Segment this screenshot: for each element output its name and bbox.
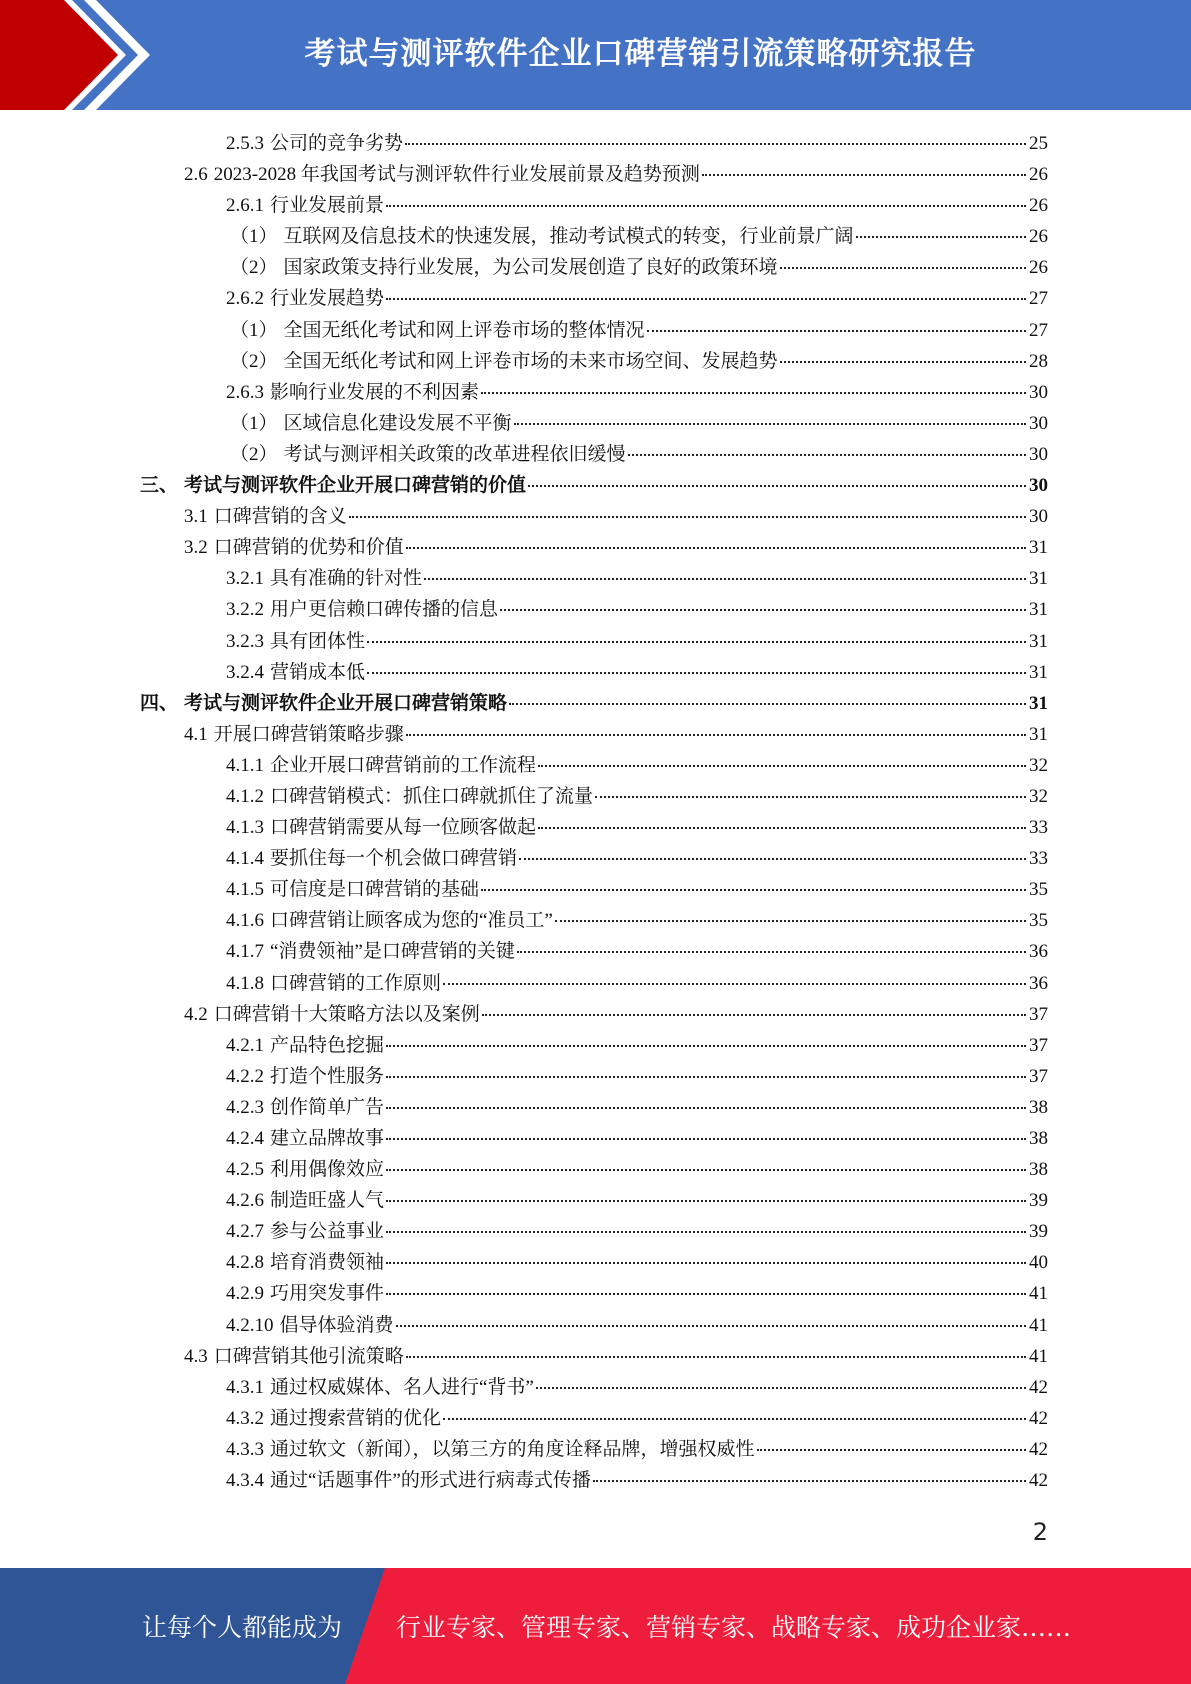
toc-entry-number: 4.1.2 xyxy=(226,785,264,807)
toc-entry-number: 4.2 xyxy=(184,1003,208,1025)
toc-entry[interactable] xyxy=(140,1278,1048,1309)
toc-entry-page: 41 xyxy=(1029,1345,1048,1367)
toc-dot-leader xyxy=(367,640,1026,643)
toc-entry-number: 4.2.8 xyxy=(226,1252,264,1274)
toc-dot-leader xyxy=(856,235,1026,238)
toc-entry-title: 具有团体性 xyxy=(270,630,366,652)
toc-entry-title: 考试与测评软件企业开展口碑营销的价值 xyxy=(184,475,527,497)
toc-entry-title: 口碑营销的优势和价值 xyxy=(213,537,404,559)
toc-entry-page: 33 xyxy=(1029,817,1048,839)
toc-entry-title: 考试与测评软件企业开展口碑营销策略 xyxy=(184,692,508,714)
toc-entry-number: 4.2.3 xyxy=(226,1096,264,1118)
toc-entry[interactable] xyxy=(140,1061,1048,1092)
toc-entry-number: 三、 xyxy=(140,475,179,497)
toc-entry[interactable] xyxy=(140,1092,1048,1123)
toc-entry-number: 4.3.3 xyxy=(226,1438,264,1460)
toc-entry-page: 42 xyxy=(1029,1407,1048,1429)
toc-entry[interactable] xyxy=(140,874,1048,905)
toc-entry[interactable] xyxy=(140,128,1048,159)
toc-entry[interactable] xyxy=(140,346,1048,377)
toc-dot-leader xyxy=(780,360,1026,363)
toc-entry-title: 营销成本低 xyxy=(270,661,366,683)
toc-entry-page: 38 xyxy=(1029,1159,1048,1181)
toc-entry-title: 全国无纸化考试和网上评卷市场的整体情况 xyxy=(283,319,645,341)
toc-entry-number: 4.3 xyxy=(184,1345,208,1367)
toc-entry[interactable] xyxy=(140,626,1048,657)
toc-dot-leader xyxy=(519,857,1026,860)
toc-entry-title: 行业发展前景 xyxy=(270,195,385,217)
toc-entry-page: 41 xyxy=(1029,1314,1048,1336)
toc-entry-number: 3.2.2 xyxy=(226,599,264,621)
toc-entry[interactable] xyxy=(140,812,1048,843)
toc-dot-leader xyxy=(780,266,1026,269)
toc-dot-leader xyxy=(509,702,1026,705)
toc-dot-leader xyxy=(386,1044,1026,1047)
toc-entry-title: 创作简单广告 xyxy=(270,1096,385,1118)
toc-entry[interactable] xyxy=(140,1465,1048,1496)
toc-entry-title: 通过软文（新闻），以第三方的角度诠释品牌，增强权威性 xyxy=(270,1438,755,1460)
toc-dot-leader xyxy=(481,391,1026,394)
toc-entry-page: 31 xyxy=(1029,599,1048,621)
toc-entry-number: 2.6.2 xyxy=(226,288,264,310)
toc-entry[interactable] xyxy=(140,1403,1048,1434)
toc-entry-page: 41 xyxy=(1029,1283,1048,1305)
toc-entry-title: 建立品牌故事 xyxy=(270,1128,385,1149)
toc-entry[interactable] xyxy=(140,594,1048,625)
toc-entry-page: 26 xyxy=(1029,164,1048,186)
toc-dot-leader xyxy=(628,453,1026,456)
toc-dot-leader xyxy=(517,950,1026,953)
toc-dot-leader xyxy=(538,826,1026,829)
toc-entry-number: 4.2.4 xyxy=(226,1128,264,1149)
toc-entry-page: 37 xyxy=(1029,1003,1048,1025)
toc-entry-title: 互联网及信息技术的快速发展，推动考试模式的转变，行业前景广阔 xyxy=(283,226,854,248)
toc-entry-title: 口碑营销十大策略方法以及案例 xyxy=(213,1003,480,1025)
toc-entry-number: 4.2.2 xyxy=(226,1065,264,1087)
toc-entry-number: 4.1.1 xyxy=(226,754,264,776)
toc-entry-title: 巧用突发事件 xyxy=(270,1283,385,1305)
toc-entry-page: 33 xyxy=(1029,848,1048,870)
toc-dot-leader xyxy=(500,608,1026,611)
toc-entry-number: 3.2.1 xyxy=(226,568,264,590)
toc-entry-title: 公司的竞争劣势 xyxy=(270,133,404,154)
toc-entry-page: 30 xyxy=(1029,381,1048,403)
toc-dot-leader xyxy=(405,142,1026,145)
toc-entry-page: 39 xyxy=(1029,1190,1048,1212)
toc-dot-leader xyxy=(386,1230,1026,1233)
toc-entry[interactable] xyxy=(140,563,1048,594)
toc-entry-page: 26 xyxy=(1029,257,1048,279)
toc-entry-page: 26 xyxy=(1029,226,1048,248)
toc-entry-page: 31 xyxy=(1029,692,1048,714)
toc-entry[interactable] xyxy=(140,377,1048,408)
toc-entry-title: 开展口碑营销策略步骤 xyxy=(213,723,404,745)
toc-entry[interactable] xyxy=(140,1341,1048,1372)
toc-entry[interactable] xyxy=(140,1216,1048,1247)
toc-entry[interactable] xyxy=(140,1154,1048,1185)
toc-entry-title: 要抓住每一个机会做口碑营销 xyxy=(270,848,518,870)
toc-entry-number: 4.2.9 xyxy=(226,1283,264,1305)
toc-entry-number: 4.1.8 xyxy=(226,972,264,994)
toc-entry-title: 参与公益事业 xyxy=(270,1221,385,1243)
toc-entry-title: 全国无纸化考试和网上评卷市场的未来市场空间、发展趋势 xyxy=(283,350,778,372)
toc-entry-number: 2.6 xyxy=(184,164,208,186)
toc-entry-page: 37 xyxy=(1029,1065,1048,1087)
toc-dot-leader xyxy=(443,982,1026,985)
toc-dot-leader xyxy=(595,795,1026,798)
toc-entry-number: 4.1.7 xyxy=(226,941,264,963)
toc-entry-page: 30 xyxy=(1029,475,1048,497)
toc-entry-number: 4.1 xyxy=(184,723,208,745)
toc-entry-page: 32 xyxy=(1029,754,1048,776)
toc-entry-page: 26 xyxy=(1029,195,1048,217)
toc-entry-number: 4.2.10 xyxy=(226,1314,274,1336)
toc-entry[interactable] xyxy=(140,750,1048,781)
toc-dot-leader xyxy=(757,1448,1026,1451)
toc-entry-title: 用户更信赖口碑传播的信息 xyxy=(270,599,499,621)
toc-entry[interactable] xyxy=(140,439,1048,470)
toc-entry[interactable] xyxy=(140,1123,1048,1154)
toc-entry-title: 影响行业发展的不利因素 xyxy=(270,381,480,403)
toc-dot-leader xyxy=(406,1355,1026,1358)
toc-dot-leader xyxy=(538,764,1026,767)
toc-entry[interactable] xyxy=(140,719,1048,750)
toc-dot-leader xyxy=(482,1013,1026,1016)
toc-entry-page: 27 xyxy=(1029,319,1048,341)
toc-entry-number: 4.2.7 xyxy=(226,1221,264,1243)
toc-entry-number: （2） xyxy=(230,443,278,465)
toc-entry-title: 口碑营销模式：抓住口碑就抓住了流量 xyxy=(270,785,594,807)
report-title: 考试与测评软件企业口碑营销引流策略研究报告 xyxy=(304,35,977,72)
toc-entry-title: 企业开展口碑营销前的工作流程 xyxy=(270,754,537,776)
toc-entry-page: 31 xyxy=(1029,723,1048,745)
toc-dot-leader xyxy=(702,173,1026,176)
toc-entry-title: 区域信息化建设发展不平衡 xyxy=(283,412,512,434)
toc-entry-page: 36 xyxy=(1029,972,1048,994)
toc-entry-number: 4.1.5 xyxy=(226,879,264,901)
toc-entry-number: 3.2.3 xyxy=(226,630,264,652)
toc-dot-leader xyxy=(406,546,1026,549)
toc-entry[interactable] xyxy=(140,688,1048,719)
toc-entry-page: 31 xyxy=(1029,537,1048,559)
toc-entry[interactable] xyxy=(140,315,1048,346)
toc-entry[interactable] xyxy=(140,221,1048,252)
toc-entry[interactable] xyxy=(140,905,1048,936)
toc-entry[interactable] xyxy=(140,252,1048,283)
toc-entry-title: 可信度是口碑营销的基础 xyxy=(270,879,480,901)
toc-entry-page: 28 xyxy=(1029,350,1048,372)
toc-entry-page: 30 xyxy=(1029,506,1048,528)
toc-entry-page: 27 xyxy=(1029,288,1048,310)
footer-band xyxy=(0,1568,1191,1684)
toc-entry-page: 38 xyxy=(1029,1128,1048,1149)
toc-entry-page: 42 xyxy=(1029,1376,1048,1398)
toc-entry-title: 具有准确的针对性 xyxy=(270,568,423,590)
toc-entry-number: 4.2.6 xyxy=(226,1190,264,1212)
toc-entry-title: 考试与测评相关政策的改革进程依旧缓慢 xyxy=(283,443,626,465)
toc-entry-number: 3.1 xyxy=(184,506,208,528)
toc-dot-leader xyxy=(386,1168,1026,1171)
toc-entry[interactable] xyxy=(140,843,1048,874)
toc-entry[interactable] xyxy=(140,1030,1048,1061)
toc-dot-leader xyxy=(593,1479,1026,1482)
toc-entry-title: 口碑营销其他引流策略 xyxy=(213,1345,404,1367)
toc-dot-leader xyxy=(481,888,1026,891)
page-number: 2 xyxy=(1032,1518,1048,1546)
toc-entry-number: 3.2.4 xyxy=(226,661,264,683)
toc-entry[interactable] xyxy=(140,999,1048,1030)
toc-entry-title: 产品特色挖掘 xyxy=(270,1034,385,1056)
toc-entry-title: 口碑营销的工作原则 xyxy=(270,972,442,994)
table-of-contents xyxy=(140,128,1048,1496)
toc-entry-number: 2.6.1 xyxy=(226,195,264,217)
toc-dot-leader xyxy=(386,1075,1026,1078)
toc-entry-title: 倡导体验消费 xyxy=(279,1314,394,1336)
toc-entry-title: 通过搜索营销的优化 xyxy=(270,1407,442,1429)
toc-entry-page: 31 xyxy=(1029,568,1048,590)
toc-dot-leader xyxy=(386,204,1026,207)
toc-entry-number: 4.1.3 xyxy=(226,817,264,839)
toc-entry-title: 培育消费领袖 xyxy=(270,1252,385,1274)
toc-entry[interactable] xyxy=(140,1434,1048,1465)
toc-entry-title: 通过“话题事件”的形式进行病毒式传播 xyxy=(270,1470,591,1492)
toc-dot-leader xyxy=(386,1292,1026,1295)
toc-entry-page: 38 xyxy=(1029,1096,1048,1118)
toc-entry-page: 35 xyxy=(1029,910,1048,932)
toc-entry-page: 30 xyxy=(1029,412,1048,434)
toc-entry-page: 35 xyxy=(1029,879,1048,901)
toc-entry[interactable] xyxy=(140,532,1048,563)
toc-entry[interactable] xyxy=(140,781,1048,812)
toc-entry-title: 口碑营销让顾客成为您的“准员工” xyxy=(270,910,553,932)
toc-dot-leader xyxy=(536,1386,1026,1389)
toc-entry-number: （2） xyxy=(230,350,278,372)
toc-entry[interactable] xyxy=(140,657,1048,688)
toc-dot-leader xyxy=(443,1417,1026,1420)
toc-entry-number: 4.1.4 xyxy=(226,848,264,870)
toc-entry-title: 打造个性服务 xyxy=(270,1065,385,1087)
toc-dot-leader xyxy=(386,1261,1026,1264)
toc-entry-title: 国家政策支持行业发展，为公司发展创造了良好的政策环境 xyxy=(283,257,778,279)
toc-entry[interactable] xyxy=(140,1372,1048,1403)
toc-entry[interactable] xyxy=(140,1310,1048,1341)
toc-entry-number: （1） xyxy=(230,226,278,248)
toc-entry-title: 通过权威媒体、名人进行“背书” xyxy=(270,1376,534,1398)
toc-entry-number: 3.2 xyxy=(184,537,208,559)
toc-entry-number: 4.2.1 xyxy=(226,1034,264,1056)
toc-entry-title: “消费领袖”是口碑营销的关键 xyxy=(270,941,515,963)
toc-dot-leader xyxy=(528,484,1026,487)
toc-entry-page: 42 xyxy=(1029,1438,1048,1460)
toc-entry[interactable] xyxy=(140,408,1048,439)
footer-slogan-right: 行业专家、管理专家、营销专家、战略专家、成功企业家…… xyxy=(396,1613,1072,1642)
header-arrow-icon xyxy=(0,0,160,110)
toc-entry-title: 行业发展趋势 xyxy=(270,288,385,310)
toc-dot-leader xyxy=(406,733,1026,736)
toc-entry-title: 口碑营销的含义 xyxy=(213,506,347,528)
toc-dot-leader xyxy=(367,671,1026,674)
toc-entry[interactable] xyxy=(140,470,1048,501)
toc-entry-number: （1） xyxy=(230,412,278,434)
toc-entry[interactable] xyxy=(140,936,1048,967)
toc-dot-leader xyxy=(555,919,1026,922)
toc-entry-title: 口碑营销需要从每一位顾客做起 xyxy=(270,817,537,839)
toc-entry-number: （2） xyxy=(230,257,278,279)
toc-entry-number: 4.3.1 xyxy=(226,1376,264,1398)
toc-entry-page: 32 xyxy=(1029,785,1048,807)
toc-entry[interactable] xyxy=(140,159,1048,190)
toc-entry[interactable] xyxy=(140,1185,1048,1216)
toc-entry-number: 4.3.4 xyxy=(226,1470,264,1492)
toc-entry-page: 30 xyxy=(1029,443,1048,465)
toc-entry-page: 40 xyxy=(1029,1252,1048,1274)
toc-entry[interactable] xyxy=(140,283,1048,314)
toc-entry[interactable] xyxy=(140,190,1048,221)
toc-dot-leader xyxy=(396,1324,1026,1327)
toc-entry-page: 39 xyxy=(1029,1221,1048,1243)
toc-dot-leader xyxy=(424,577,1026,580)
toc-entry-number: 4.3.2 xyxy=(226,1407,264,1429)
toc-dot-leader xyxy=(514,422,1026,425)
footer-slogan-left: 让每个人都能成为 xyxy=(142,1613,343,1642)
toc-entry-title: 利用偶像效应 xyxy=(270,1159,385,1181)
toc-dot-leader xyxy=(386,1199,1026,1202)
toc-dot-leader xyxy=(349,515,1026,518)
toc-entry-number: （1） xyxy=(230,319,278,341)
toc-entry-page: 31 xyxy=(1029,661,1048,683)
toc-dot-leader xyxy=(386,1106,1026,1109)
toc-dot-leader xyxy=(386,297,1026,300)
header-band xyxy=(0,0,1191,110)
toc-entry-page: 37 xyxy=(1029,1034,1048,1056)
toc-entry-number: 4.1.6 xyxy=(226,910,264,932)
toc-dot-leader xyxy=(386,1137,1026,1140)
toc-entry-number: 4.2.5 xyxy=(226,1159,264,1181)
toc-entry-title: 2023-2028 年我国考试与测评软件行业发展前景及趋势预测 xyxy=(213,164,700,186)
toc-dot-leader xyxy=(647,329,1026,332)
toc-entry-number: 四、 xyxy=(140,692,179,714)
toc-entry[interactable] xyxy=(140,501,1048,532)
toc-entry[interactable] xyxy=(140,968,1048,999)
toc-entry-page: 25 xyxy=(1029,133,1048,154)
toc-entry-number: 2.5.3 xyxy=(226,133,264,154)
toc-entry-page: 42 xyxy=(1029,1470,1048,1492)
toc-entry-number: 2.6.3 xyxy=(226,381,264,403)
toc-entry[interactable] xyxy=(140,1247,1048,1278)
toc-entry-page: 31 xyxy=(1029,630,1048,652)
toc-entry-title: 制造旺盛人气 xyxy=(270,1190,385,1212)
toc-entry-page: 36 xyxy=(1029,941,1048,963)
